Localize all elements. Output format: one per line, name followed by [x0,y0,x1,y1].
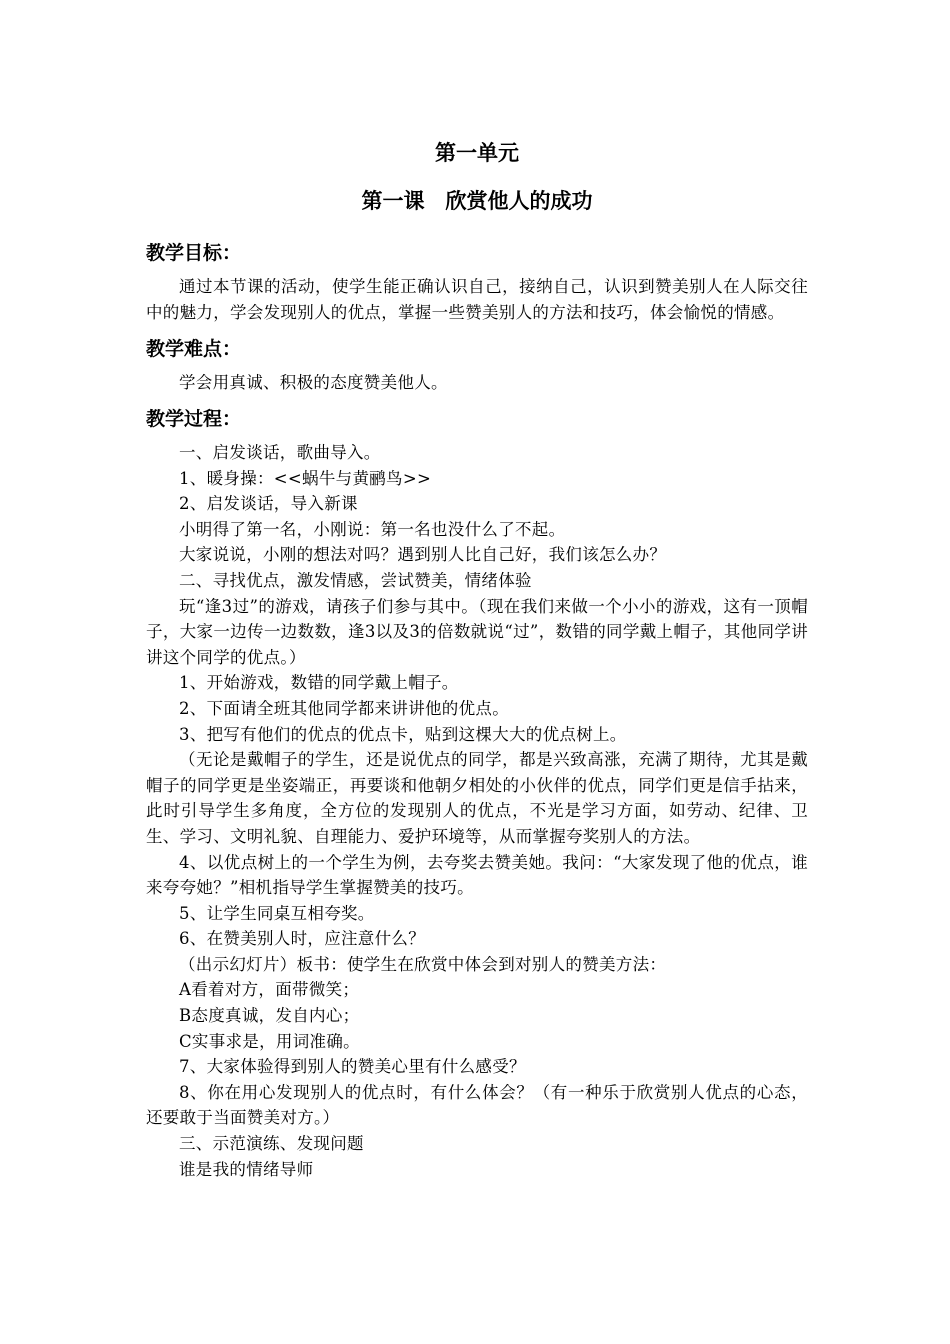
process-paragraph: 大家说说，小刚的想法对吗？遇到别人比自己好，我们该怎么办？ [179,545,667,565]
difficulties-section [146,334,808,396]
process-paragraph: A看着对方，面带微笑； [179,980,360,1000]
process-paragraph: 玩“逢3过”的游戏，请孩子们参与其中。（现在我们来做一个小小的游戏，这有一顶帽子，大家一边传一边数数，逢3以及3的倍数就说“过”，数错的同学戴上帽子，其他同学讲讲这个同学的优点。） [146,596,808,667]
process-paragraph: B态度真诚，发自内心； [179,1006,360,1026]
process-paragraph: 小明得了第一名，小刚说：第一名也没什么了不起。 [179,519,566,539]
process-heading: 教学过程： [146,408,242,430]
process-paragraph: 8、你在用心发现别人的优点时，有什么体会？（有一种乐于欣赏别人优点的心态，还要敢于当面赞美对方。） [146,1082,808,1128]
process-paragraph: 6、在赞美别人时，应注意什么？ [179,929,425,949]
process-paragraph: 谁是我的情绪导师 [179,1159,314,1179]
difficulties-paragraph: 学会用真诚、积极的态度赞美他人。 [179,373,448,392]
difficulties-heading: 教学难点： [146,338,242,360]
objectives-section [146,238,808,326]
lesson-title: 第一课 欣赏他人的成功 [361,189,593,213]
objectives-paragraph: 通过本节课的活动，使学生能正确认识自己，接纳自己，认识到赞美别人在人际交往中的魅力，学会发现别人的优点，掌握一些赞美别人的方法和技巧，体会愉悦的情感。 [146,277,808,322]
process-paragraph: 5、让学生同桌互相夸奖。 [179,903,375,923]
process-paragraph: 二、寻找优点，激发情感，尝试赞美，情绪体验 [179,570,532,590]
unit-title: 第一单元 [435,141,519,165]
process-paragraph: 1、开始游戏，数错的同学戴上帽子。 [179,673,459,693]
process-paragraph: 7、大家体验得到别人的赞美心里有什么感受？ [179,1057,526,1077]
objectives-heading: 教学目标： [146,242,242,264]
process-paragraph: 3、把写有他们的优点的优点卡，贴到这棵大大的优点树上。 [179,724,627,744]
process-paragraph: 4、以优点树上的一个学生为例，去夸奖去赞美她。我问：“大家发现了他的优点，谁来夸夸她？”相机指导学生掌握赞美的技巧。 [146,852,808,898]
process-paragraph: 1、暖身操：<<蜗牛与黄鹂鸟>> [179,468,432,488]
process-paragraph: （无论是戴帽子的学生，还是说优点的同学，都是兴致高涨，充满了期待，尤其是戴帽子的同学更是坐姿端正，再要谈和他朝夕相处的小伙伴的优点，同学们更是信手拈来，此时引导学生多角度，全方位的发现别人的优点，不光是学习方面，如劳动、纪律、卫生、学习、文明礼貌、自理能力、爱护环境等，从而掌握夸奖别人的方法。 [146,750,808,846]
process-paragraph: 三、示范演练、发现问题 [179,1134,364,1154]
process-paragraph: （出示幻灯片）板书：使学生在欣赏中体会到对别人的赞美方法： [179,954,667,974]
process-paragraph: 2、启发谈话，导入新课 [179,494,358,514]
process-paragraph: 2、下面请全班其他同学都来讲讲他的优点。 [179,698,509,718]
process-section [146,404,808,1182]
document-page [146,138,808,1182]
process-paragraph: C实事求是，用词准确。 [179,1031,360,1051]
process-paragraph: 一、启发谈话，歌曲导入。 [179,443,381,462]
